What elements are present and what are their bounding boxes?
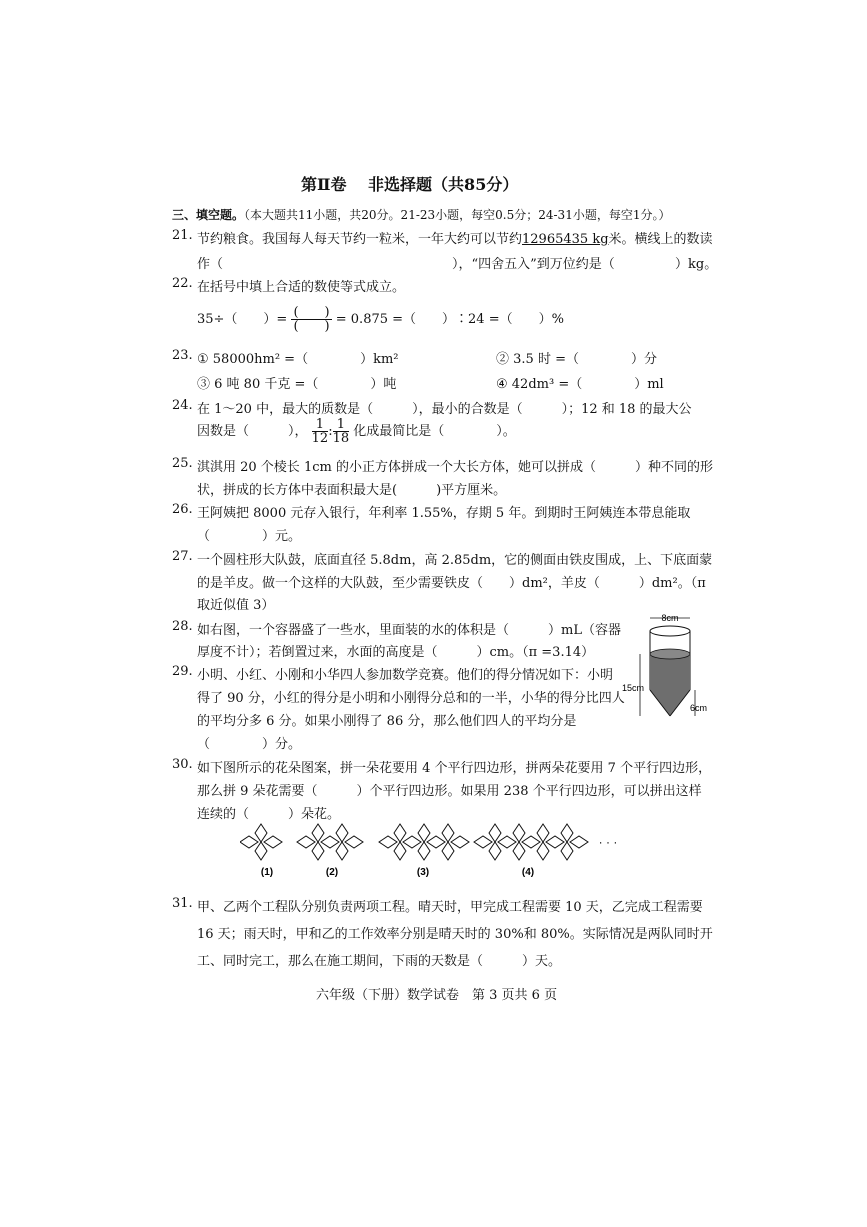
parallelogram-shape: [297, 836, 315, 848]
question-number: 29.: [172, 664, 193, 679]
parallelogram-shape: [312, 842, 324, 860]
text-segment: 化成最简比是（ ）。: [353, 424, 516, 439]
conversion-item: ② 3.5 时 =（ ）分: [496, 352, 657, 367]
question-text-line: 一个圆柱形大队鼓，底面直径 5.8dm，高 2.85dm，它的侧面由铁皮围成，上、下底面蒙: [197, 553, 713, 568]
fraction-numerator: ( ): [293, 305, 330, 320]
fraction: [291, 306, 331, 333]
question-number: 28.: [172, 619, 193, 634]
equation: [197, 306, 564, 333]
parallelogram-shape: [522, 836, 540, 848]
parallelogram-shape: [418, 824, 430, 842]
page-footer: 六年级（下册）数学试卷 第 3 页共 6 页: [316, 988, 558, 1003]
section-heading: [172, 206, 670, 223]
question-text-line: 淇淇用 20 个棱长 1cm 的小正方体拼成一个大长方体，她可以拼成（ ）种不同的形: [197, 460, 713, 475]
conversion-item: ① 58000hm² =（ ）km²: [197, 352, 399, 367]
flower-pattern-figure: [240, 820, 640, 880]
fraction-denominator: ( ): [293, 319, 330, 334]
dimension-label-left: 15cm: [622, 683, 645, 693]
pattern-label-3: (3): [416, 867, 430, 878]
parallelogram-shape: [498, 836, 516, 848]
question-text-line: 甲、乙两个工程队分别负责两项工程。晴天时，甲完成工程需要 10 天，乙完成工程需要: [197, 900, 703, 915]
parallelogram-shape: [394, 842, 406, 860]
question-text-line: 那么拼 9 朵花需要（ ）个平行四边形。如果用 238 个平行四边形，可以拼出这样: [197, 784, 702, 799]
parallelogram-shape: [418, 842, 430, 860]
question-text-line: 小明、小红、小刚和小华四人参加数学竞赛。他们的得分情况如下：小明: [197, 668, 614, 683]
expression-part: = 0.875 =（ ）∶24 =（ ）%: [335, 312, 564, 327]
pattern-ellipsis: · · ·: [598, 835, 618, 849]
pattern-label-2: (2): [325, 867, 339, 878]
fraction-numerator: 1: [312, 418, 329, 432]
question-number: 31.: [172, 896, 193, 911]
parallelogram-shape: [379, 836, 397, 848]
parallelogram-shape: [255, 824, 267, 842]
answer-blank-mid: ），“四舍五入”到万位约是（: [452, 257, 615, 272]
fraction: [333, 418, 350, 445]
question-text-line: 王阿姨把 8000 元存入银行，年利率 1.55%，存期 5 年。到期时王阿姨连本带息能取: [197, 506, 691, 521]
dimension-label-right: 6cm: [690, 703, 708, 713]
parallelogram-shape: [336, 824, 348, 842]
question-text-line: 的是羊皮。做一个这样的大队鼓，至少需要铁皮（ ）dm²，羊皮（ ）dm²。（π: [197, 576, 706, 591]
question-text-line: 在 1～20 中，最大的质数是（ ），最小的合数是（ ）；12 和 18 的最大公: [197, 402, 692, 417]
question-number: 26.: [172, 502, 193, 517]
parallelogram-shape: [336, 842, 348, 860]
question-text-line: 的平均分多 6 分。如果小刚得了 86 分，那么他们四人的平均分是: [197, 714, 577, 729]
parallelogram-shape: [240, 836, 258, 848]
pattern-label-4: (4): [521, 867, 535, 878]
question-number: 21.: [172, 228, 193, 243]
question-number: 25.: [172, 456, 193, 471]
parallelogram-shape: [537, 824, 549, 842]
parallelogram-shape: [513, 842, 525, 860]
parallelogram-shape: [561, 842, 573, 860]
cylinder-top: [650, 626, 690, 636]
parallelogram-shape: [474, 836, 492, 848]
flower-groups: [240, 824, 588, 860]
parallelogram-shape: [489, 842, 501, 860]
parallelogram-shape: [312, 824, 324, 842]
page-title: 第Ⅱ卷 非选择题（共85分）: [301, 175, 519, 194]
question-number: 30.: [172, 757, 193, 772]
parallelogram-shape: [394, 824, 406, 842]
question-number: 22.: [172, 276, 193, 291]
parallelogram-shape: [570, 836, 588, 848]
question-text-line: 厚度不计）；若倒置过来，水面的高度是（ ）cm。（π =3.14）: [197, 645, 595, 660]
fraction-denominator: 18: [332, 431, 350, 446]
section-label: 三、填空题。: [172, 208, 245, 222]
question-text-line: （ ）分。: [197, 737, 302, 752]
question-text-line: 状，拼成的长方体中表面积最大是( )平方厘米。: [197, 483, 507, 498]
question-text-line: 工、同时完工，那么在施工期间，下雨的天数是（ ）天。: [197, 954, 562, 969]
ratio-colon: :: [328, 424, 333, 439]
parallelogram-shape: [427, 836, 445, 848]
water-fill: [650, 654, 690, 716]
expression-part: 35÷（ ）=: [197, 312, 288, 327]
answer-blank-suffix: ）kg。: [675, 257, 718, 272]
fraction: [312, 418, 329, 445]
question-text-line: （ ）元。: [197, 529, 302, 544]
conversion-item: ④ 42dm³ =（ ）ml: [496, 377, 664, 392]
parallelogram-shape: [321, 836, 339, 848]
fraction-numerator: 1: [333, 418, 350, 432]
section-note: （本大题共11小题，共20分。21-23小题，每空0.5分；24-31小题，每空1分。）: [244, 208, 671, 222]
question-text-line: 如右图，一个容器盛了一些水，里面装的水的体积是（ ）mL（容器: [197, 623, 621, 638]
question-text-line: 取近似值 3）: [197, 598, 275, 613]
question-text-line: 在括号中填上合适的数使等式成立。: [197, 280, 406, 295]
question-number: 24.: [172, 398, 193, 413]
parallelogram-shape: [442, 824, 454, 842]
parallelogram-shape: [442, 842, 454, 860]
parallelogram-shape: [546, 836, 564, 848]
question-text-line: 得了 90 分，小红的得分是小明和小刚得分总和的一半，小华的得分比四人: [197, 691, 625, 706]
parallelogram-shape: [513, 824, 525, 842]
underlined-number: 12965435 kg: [522, 232, 609, 247]
dimension-label-top: 8cm: [661, 613, 679, 623]
question-number: 27.: [172, 549, 193, 564]
parallelogram-shape: [345, 836, 363, 848]
container-figure: [620, 612, 715, 724]
fraction-denominator: 12: [311, 431, 329, 446]
parallelogram-shape: [489, 824, 501, 842]
parallelogram-shape: [255, 842, 267, 860]
parallelogram-shape: [403, 836, 421, 848]
water-surface: [650, 649, 690, 659]
conversion-item: ③ 6 吨 80 千克 =（ ）吨: [197, 377, 397, 392]
question-text-line: 如下图所示的花朵图案，拼一朵花要用 4 个平行四边形，拼两朵花要用 7 个平行四边形，: [197, 761, 712, 776]
question-number: 23.: [172, 348, 193, 363]
parallelogram-shape: [451, 836, 469, 848]
pattern-label-1: (1): [260, 867, 274, 878]
text-segment: 节约粮食。我国每人每天节约一粒米，一年大约可以节约: [197, 232, 523, 247]
question-text-line: [197, 418, 516, 445]
parallelogram-shape: [561, 824, 573, 842]
text-segment: 因数是（ ），: [197, 424, 308, 439]
parallelogram-shape: [264, 836, 282, 848]
question-text-line: 连续的（ ）朵花。: [197, 807, 341, 822]
question-text-line: 16 天；雨天时，甲和乙的工作效率分别是晴天时的 30%和 80%。实际情况是两队同时开: [197, 927, 713, 942]
text-segment: 米。横线上的数读: [608, 232, 713, 247]
parallelogram-shape: [537, 842, 549, 860]
question-text-line: [197, 228, 713, 247]
answer-blank-prefix: 作（: [197, 257, 224, 272]
